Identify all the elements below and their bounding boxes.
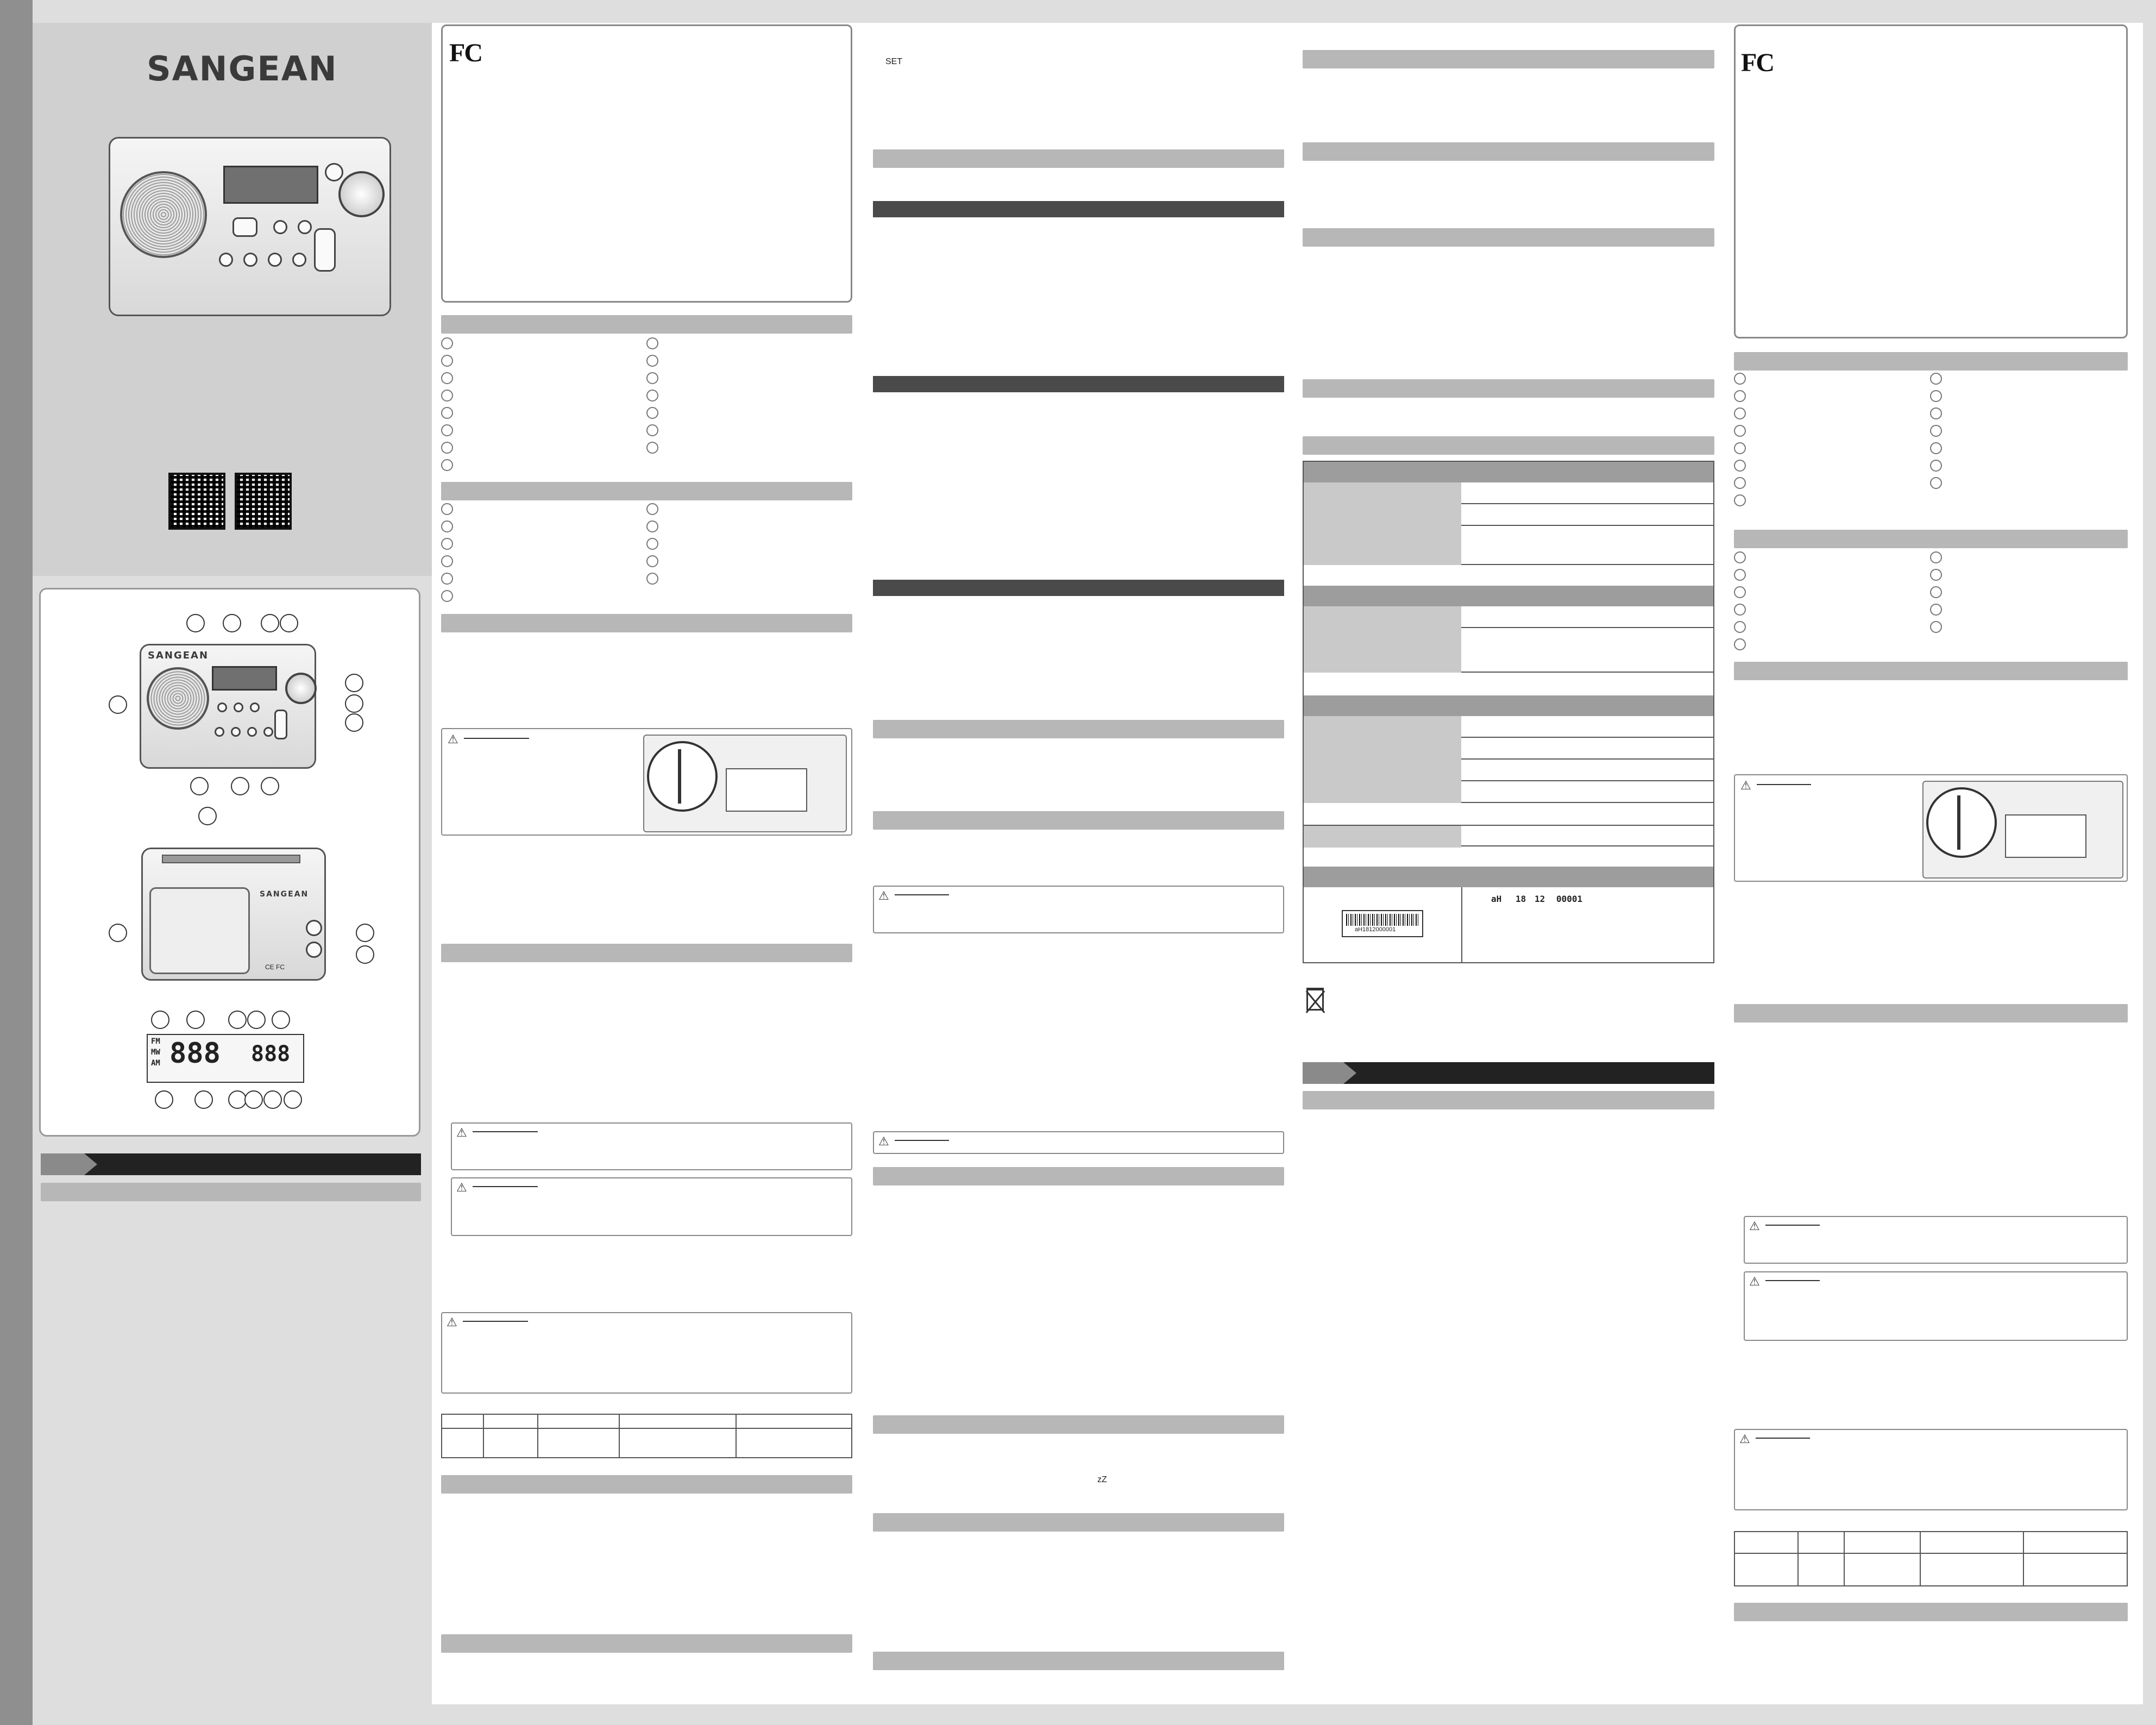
list-marker-c2-l12 [441, 555, 453, 567]
section-bar-c5-1 [1734, 352, 2128, 371]
tuning-knob [338, 171, 385, 217]
warning-icon-c5-2: ⚠ [1749, 1219, 1760, 1233]
list-marker-c5-r7 [1930, 477, 1942, 489]
list-marker-c5-r2 [1930, 390, 1942, 402]
volume-slider [314, 228, 336, 272]
list-marker-c2-l1 [441, 337, 453, 349]
section-bar-c3-6 [873, 1513, 1284, 1532]
spec-row-8 [1304, 760, 1713, 781]
spec-label-6 [1304, 716, 1461, 738]
list-marker-c2-r11 [646, 555, 658, 567]
section-bar-c2-4 [441, 944, 852, 962]
specifications-table [1303, 461, 1714, 963]
battery-compartment [149, 887, 250, 974]
brand-logo: SANGEAN [147, 49, 338, 89]
callout-2 [186, 614, 205, 632]
fcc-logo-2: FC [1741, 48, 1774, 77]
diagram-tuning-knob [285, 673, 317, 704]
radio-brand-mark: SANGEAN [148, 650, 209, 661]
spec-table-c2-div4 [736, 1415, 737, 1457]
chapter-arrow-1 [84, 1153, 97, 1175]
section-bar-c5-2 [1734, 530, 2128, 548]
list-marker-c2-l4 [441, 390, 453, 402]
list-marker-c5-r5 [1930, 442, 1942, 454]
callout-11 [261, 777, 279, 795]
warning-rule-2 [473, 1131, 538, 1132]
callout-20 [272, 1011, 290, 1029]
callout-12 [198, 807, 217, 825]
list-marker-c5-l5 [1734, 442, 1746, 454]
serial-part-4: 00001 [1556, 894, 1583, 904]
note-box-3 [441, 1312, 852, 1394]
dark-bar-c3-1 [873, 201, 1284, 217]
list-marker-c2-r8 [646, 503, 658, 515]
spec-table-c2-div3 [619, 1415, 620, 1457]
list-marker-c5-l8 [1734, 494, 1746, 506]
diagram-button-a [217, 702, 227, 712]
fcc-statement-box-1 [441, 24, 852, 303]
radio-front-illustration [109, 137, 391, 316]
spec-row-7 [1304, 738, 1713, 760]
spec-label-3 [1304, 526, 1461, 565]
dark-bar-c3-3 [873, 580, 1284, 596]
spec-label-8 [1304, 760, 1461, 781]
list-marker-c5-l10 [1734, 569, 1746, 581]
callout-16 [151, 1011, 169, 1029]
diagram-button-f [247, 727, 257, 737]
qr-code-left [168, 473, 225, 530]
list-marker-c2-l9 [441, 503, 453, 515]
back-cert-marks: CE FC [265, 963, 285, 971]
callout-8 [345, 713, 363, 732]
preset-button-2 [298, 220, 312, 234]
note-box-c5-3 [1734, 1429, 2128, 1510]
callout-26 [284, 1090, 302, 1109]
power-button [325, 163, 343, 181]
section-bar-left-1 [41, 1183, 421, 1201]
note-box-2 [451, 1177, 852, 1236]
spec-table-c2 [441, 1414, 852, 1458]
diagram-button-c [250, 702, 260, 712]
preset-button-4 [243, 253, 257, 267]
set-icon: SET [885, 57, 903, 66]
section-bar-c4-2 [1303, 142, 1714, 161]
battery-switch-illustration-2 [1922, 781, 2123, 879]
caution-box-battery-2 [1734, 774, 2128, 882]
list-marker-c5-l7 [1734, 477, 1746, 489]
serial-divider [1461, 887, 1462, 962]
section-bar-c3-4 [873, 1167, 1284, 1185]
list-marker-c5-r11 [1930, 604, 1942, 616]
list-marker-c5-l11 [1734, 586, 1746, 598]
warning-rule-c5-2 [1765, 1225, 1820, 1226]
warning-icon-4: ⚠ [447, 1315, 457, 1329]
warning-rule-1 [464, 738, 529, 739]
warning-icon-c5-1: ⚠ [1740, 779, 1751, 792]
diagram-speaker [147, 667, 209, 730]
battery-cells [726, 768, 807, 812]
spec-head-4 [1304, 867, 1713, 887]
switch-magnifier-2 [1926, 787, 1997, 858]
section-bar-c3-7 [873, 1652, 1284, 1670]
list-marker-c2-l6 [441, 424, 453, 436]
diagram-button-e [231, 727, 241, 737]
callout-13 [109, 924, 127, 942]
spec-row-1 [1304, 482, 1713, 504]
note-box-c3-2 [873, 1131, 1284, 1154]
list-marker-c2-r4 [646, 390, 658, 402]
battery-switch-illustration [643, 735, 847, 832]
warning-rule-3 [473, 1186, 538, 1187]
section-bar-c2-1 [441, 315, 852, 334]
list-marker-c5-l1 [1734, 373, 1746, 385]
callout-14 [356, 924, 374, 942]
list-marker-c2-r9 [646, 520, 658, 532]
diagram-panel [39, 588, 420, 1137]
list-marker-c2-l8 [441, 459, 453, 471]
list-marker-c5-r1 [1930, 373, 1942, 385]
preset-button-3 [219, 253, 233, 267]
note-box-c5-1 [1744, 1216, 2128, 1264]
chapter-header-2 [1303, 1062, 1714, 1084]
preset-button-6 [292, 253, 306, 267]
warning-icon-c5-3: ⚠ [1749, 1275, 1760, 1288]
lcd-band-am: AM [151, 1059, 160, 1068]
section-bar-c4-3 [1303, 228, 1714, 247]
chapter-tab-grey-2 [1303, 1062, 1343, 1084]
note-box-c3-1 [873, 886, 1284, 933]
spec-row-6 [1304, 716, 1713, 738]
spec-table-c5 [1734, 1531, 2128, 1586]
list-marker-c5-r9 [1930, 569, 1942, 581]
dark-bar-c3-2 [873, 376, 1284, 392]
list-marker-c5-l6 [1734, 460, 1746, 472]
list-marker-c2-r6 [646, 424, 658, 436]
spec-label-5 [1304, 628, 1461, 673]
callout-9 [190, 777, 209, 795]
barcode-number: aH1812000001 [1355, 926, 1396, 933]
diagram-slider [274, 710, 287, 739]
list-marker-c5-l2 [1734, 390, 1746, 402]
callout-10 [231, 777, 249, 795]
list-marker-c2-r5 [646, 407, 658, 419]
chapter-arrow-2 [1343, 1062, 1356, 1084]
warning-icon-c3-1: ⚠ [878, 889, 889, 902]
lcd-band-mw: MW [151, 1048, 160, 1057]
list-marker-c2-l13 [441, 573, 453, 585]
section-bar-c2-3 [441, 614, 852, 632]
left-edge-strip [0, 0, 33, 1725]
spec-row-9 [1304, 781, 1713, 803]
diagram-lcd [212, 666, 277, 691]
spec-table-c2-div2 [537, 1415, 538, 1457]
spec-label-7 [1304, 738, 1461, 760]
list-marker-c5-r3 [1930, 407, 1942, 419]
callout-6 [345, 674, 363, 692]
list-marker-c2-l7 [441, 442, 453, 454]
list-marker-c2-r12 [646, 573, 658, 585]
section-bar-c2-6 [441, 1634, 852, 1653]
list-marker-c5-r6 [1930, 460, 1942, 472]
spec-row-2 [1304, 504, 1713, 526]
section-bar-c4-1 [1303, 50, 1714, 68]
lcd-layout-diagram [147, 1034, 304, 1083]
antenna [162, 855, 300, 863]
warning-rule-c3-1 [895, 894, 949, 895]
list-marker-c2-l5 [441, 407, 453, 419]
list-marker-c2-l10 [441, 520, 453, 532]
serial-number-row [1304, 887, 1713, 962]
list-marker-c5-l4 [1734, 425, 1746, 437]
speaker-grille [120, 171, 207, 258]
caution-box-battery [441, 728, 852, 836]
serial-part-2: 18 [1516, 894, 1526, 904]
list-marker-c2-l2 [441, 355, 453, 367]
section-bar-c5-5 [1734, 1603, 2128, 1621]
list-marker-c2-l14 [441, 590, 453, 602]
list-marker-c5-l13 [1734, 621, 1746, 633]
spec-label-10 [1304, 826, 1461, 848]
sleep-icon: zZ [1097, 1475, 1107, 1484]
section-bar-c2-2 [441, 482, 852, 500]
callout-19 [247, 1011, 266, 1029]
callout-25 [263, 1090, 282, 1109]
callout-7 [345, 694, 363, 713]
chapter-tab-grey [41, 1153, 84, 1175]
spec-table-c5-header [1735, 1532, 2127, 1554]
callout-3 [223, 614, 241, 632]
radio-front-callout-diagram [140, 644, 316, 769]
list-marker-c2-r10 [646, 538, 658, 550]
barcode-label [1342, 910, 1423, 937]
warning-rule-4 [463, 1321, 528, 1322]
warning-rule-c5-4 [1756, 1438, 1810, 1439]
diagram-button-b [234, 702, 243, 712]
spec-table-c5-div4 [2023, 1532, 2024, 1585]
list-marker-c5-r4 [1930, 425, 1942, 437]
cover-panel [33, 23, 432, 576]
spec-row-4 [1304, 606, 1713, 628]
callout-1 [109, 695, 127, 714]
spec-head-3 [1304, 695, 1713, 716]
warning-icon-1: ⚠ [448, 732, 458, 746]
spec-table-c2-header [442, 1415, 851, 1429]
list-marker-c5-l12 [1734, 604, 1746, 616]
band-button [232, 217, 257, 237]
callout-24 [244, 1090, 263, 1109]
headphone-jack [306, 920, 322, 936]
chapter-header-1 [41, 1153, 421, 1175]
note-box-c5-2 [1744, 1271, 2128, 1341]
list-marker-c2-l11 [441, 538, 453, 550]
section-bar-c4-6 [1303, 1091, 1714, 1109]
warning-icon-c5-4: ⚠ [1739, 1432, 1750, 1446]
callout-23 [228, 1090, 247, 1109]
warning-icon-c3-2: ⚠ [878, 1134, 889, 1148]
spec-table-c5-div1 [1797, 1532, 1799, 1585]
callout-15 [356, 945, 374, 964]
section-bar-c4-5 [1303, 436, 1714, 455]
spec-table-c5-div3 [1920, 1532, 1921, 1585]
bottom-margin [33, 1704, 2156, 1725]
section-bar-c5-4 [1734, 1004, 2128, 1023]
diagram-button-g [263, 727, 273, 737]
list-marker-c2-r1 [646, 337, 658, 349]
list-marker-c5-l3 [1734, 407, 1746, 419]
list-marker-c5-l14 [1734, 638, 1746, 650]
warning-rule-c5-1 [1757, 784, 1811, 785]
callout-22 [194, 1090, 213, 1109]
list-marker-c2-r7 [646, 442, 658, 454]
serial-part-3: 12 [1535, 894, 1545, 904]
spec-label-4 [1304, 606, 1461, 628]
section-bar-c5-3 [1734, 662, 2128, 680]
section-bar-c3-3 [873, 811, 1284, 830]
fcc-logo-1: FC [449, 39, 482, 67]
spec-label-9 [1304, 781, 1461, 803]
lcd-frequency-digits: 888 [169, 1037, 221, 1070]
section-bar-c4-4 [1303, 379, 1714, 398]
spec-head-1 [1304, 462, 1713, 482]
callout-17 [186, 1011, 205, 1029]
warning-rule-c5-3 [1765, 1280, 1820, 1281]
spec-row-3 [1304, 526, 1713, 565]
diagram-button-d [215, 727, 224, 737]
barcode-bars [1346, 914, 1420, 926]
lcd-band-fm: FM [151, 1037, 160, 1046]
section-bar-c3-2 [873, 720, 1284, 738]
spec-table-c5-div2 [1844, 1532, 1845, 1585]
callout-5 [280, 614, 298, 632]
spec-row-5 [1304, 628, 1713, 673]
serial-part-1: aH [1491, 894, 1502, 904]
switch-arrow-2 [1957, 795, 1960, 850]
radio-back-diagram [141, 848, 326, 981]
callout-4 [261, 614, 279, 632]
section-bar-c3-5 [873, 1415, 1284, 1434]
lcd-time-digits: 888 [251, 1042, 291, 1067]
switch-arrow [678, 749, 681, 804]
list-marker-c5-r12 [1930, 621, 1942, 633]
list-marker-c5-r10 [1930, 586, 1942, 598]
spec-row-10 [1304, 825, 1713, 846]
list-marker-c5-r8 [1930, 551, 1942, 563]
list-marker-c2-r3 [646, 372, 658, 384]
spec-table-c2-div1 [483, 1415, 484, 1457]
weee-bin-icon [1306, 988, 1324, 1011]
spec-label-2 [1304, 504, 1461, 526]
preset-button-1 [273, 220, 287, 234]
callout-18 [228, 1011, 247, 1029]
back-brand-mark: SANGEAN [260, 890, 309, 899]
fcc-statement-box-2 [1734, 24, 2128, 338]
warning-icon-3: ⚠ [456, 1181, 467, 1194]
note-box-1 [451, 1122, 852, 1170]
spec-label-1 [1304, 482, 1461, 504]
switch-magnifier [647, 741, 718, 812]
qr-code-right [235, 473, 292, 530]
dc-in-jack [306, 942, 322, 958]
list-marker-c2-l3 [441, 372, 453, 384]
list-marker-c5-l9 [1734, 551, 1746, 563]
warning-icon-2: ⚠ [456, 1126, 467, 1139]
list-marker-c2-r2 [646, 355, 658, 367]
battery-cells-2 [2005, 814, 2086, 858]
spec-head-2 [1304, 586, 1713, 606]
section-bar-c3-1 [873, 149, 1284, 168]
lcd-display [223, 166, 318, 204]
callout-21 [155, 1090, 173, 1109]
warning-rule-c3-2 [895, 1140, 949, 1141]
preset-button-5 [268, 253, 282, 267]
top-margin [33, 0, 2156, 23]
section-bar-c2-5 [441, 1475, 852, 1494]
